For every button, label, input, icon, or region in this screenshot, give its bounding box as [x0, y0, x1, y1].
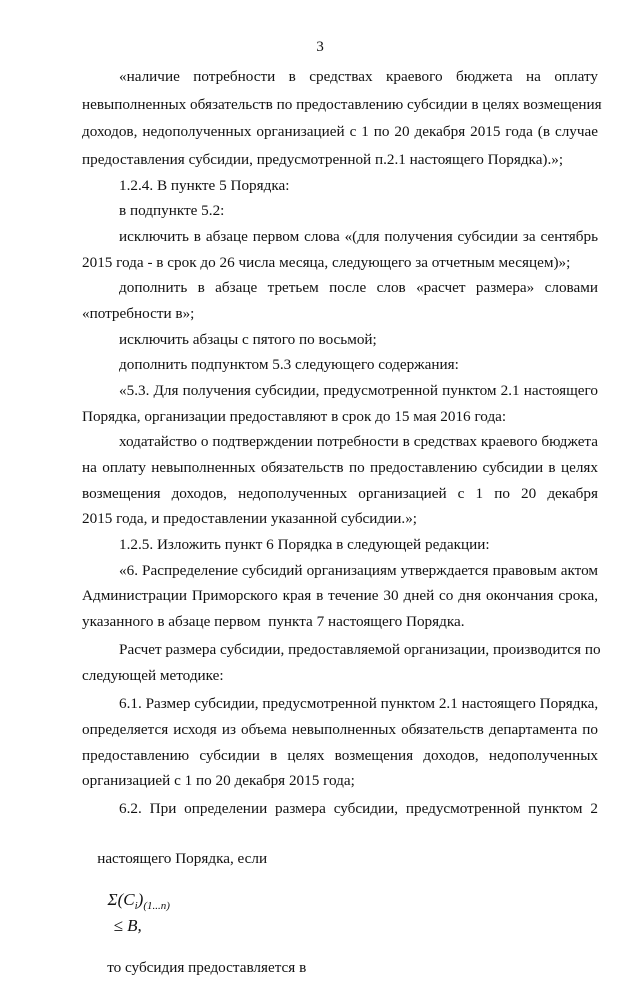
sum-formula: [82, 890, 170, 956]
text-line: «наличие потребности в средствах краевого бюджета на оплату: [119, 68, 598, 85]
formula-subscript-i: i: [134, 900, 138, 912]
text-line: «5.3. Для получения субсидии, предусмотренной пунктом 2.1 настоящего: [119, 382, 598, 399]
text-line: определяется исходя из объема невыполненных обязательств департамента по: [82, 721, 598, 738]
text-line: Расчет размера субсидии, предоставляемой организации, производится по: [119, 641, 601, 658]
text-line: исключить абзацы с пятого по восьмой;: [119, 331, 377, 348]
text-line: в подпункте 5.2:: [119, 202, 225, 219]
text-line: невыполненных обязательств по предоставлению субсидии в целях возмещения: [82, 96, 602, 113]
formula-subscript-range: (1...n): [143, 900, 170, 912]
text-line: возмещения доходов, недополученных организацией с 1 по 20 декабря: [82, 485, 598, 502]
formula-relation: ≤ B,: [113, 916, 142, 935]
text-line: исключить в абзаце первом слова «(для получения субсидии за сентябрь: [119, 228, 598, 245]
text-line: организацией с 1 по 20 декабря 2015 года;: [82, 772, 355, 789]
text-line: дополнить в абзаце третьем после слов «расчет размера» словами: [119, 279, 598, 296]
formula-line-lead: настоящего Порядка, если: [97, 850, 268, 867]
text-line: дополнить подпунктом 5.3 следующего содержания:: [119, 356, 459, 373]
text-line: 1.2.5. Изложить пункт 6 Порядка в следующей редакции:: [119, 536, 490, 553]
text-line: «потребности в»;: [82, 305, 195, 322]
formula-close: ): [137, 890, 144, 909]
formula-sum: Σ(C: [107, 890, 135, 909]
text-line: 6.2. При определении размера субсидии, предусмотренной пунктом 2: [119, 800, 598, 817]
text-line: «6. Распределение субсидий организациям утверждается правовым актом: [119, 562, 598, 579]
text-line: 2015 года, и предоставлении указанной субсидии.»;: [82, 510, 418, 527]
text-line: доходов, недополученных организацией с 1 по 20 декабря 2015 года (в случае: [82, 123, 598, 140]
formula-line: [82, 829, 306, 998]
text-line: 2015 года - в срок до 26 числа месяца, следующего за отчетным месяцем)»;: [82, 254, 571, 271]
text-line: ходатайство о подтверждении потребности в средствах краевого бюджета: [119, 433, 598, 450]
text-line: Администрации Приморского края в течение 30 дней со дня окончания срока,: [82, 587, 598, 604]
text-line: следующей методике:: [82, 667, 224, 684]
text-line: 1.2.4. В пункте 5 Порядка:: [119, 177, 290, 194]
text-line: предоставлению субсидии в целях возмещения доходов, недополученных: [82, 747, 598, 764]
page-number: 3: [316, 38, 324, 55]
formula-line-tail: то субсидия предоставляется в: [107, 959, 307, 976]
text-line: указанного в абзаце первом пункта 7 настоящего Порядка.: [82, 613, 465, 630]
text-line: Порядка, организации предоставляют в срок до 15 мая 2016 года:: [82, 408, 507, 425]
text-line: предоставления субсидии, предусмотренной п.2.1 настоящего Порядка).»;: [82, 151, 564, 168]
text-line: 6.1. Размер субсидии, предусмотренной пунктом 2.1 настоящего Порядка,: [119, 695, 599, 712]
text-line: на оплату невыполненных обязательств по предоставлению субсидии в целях: [82, 459, 598, 476]
